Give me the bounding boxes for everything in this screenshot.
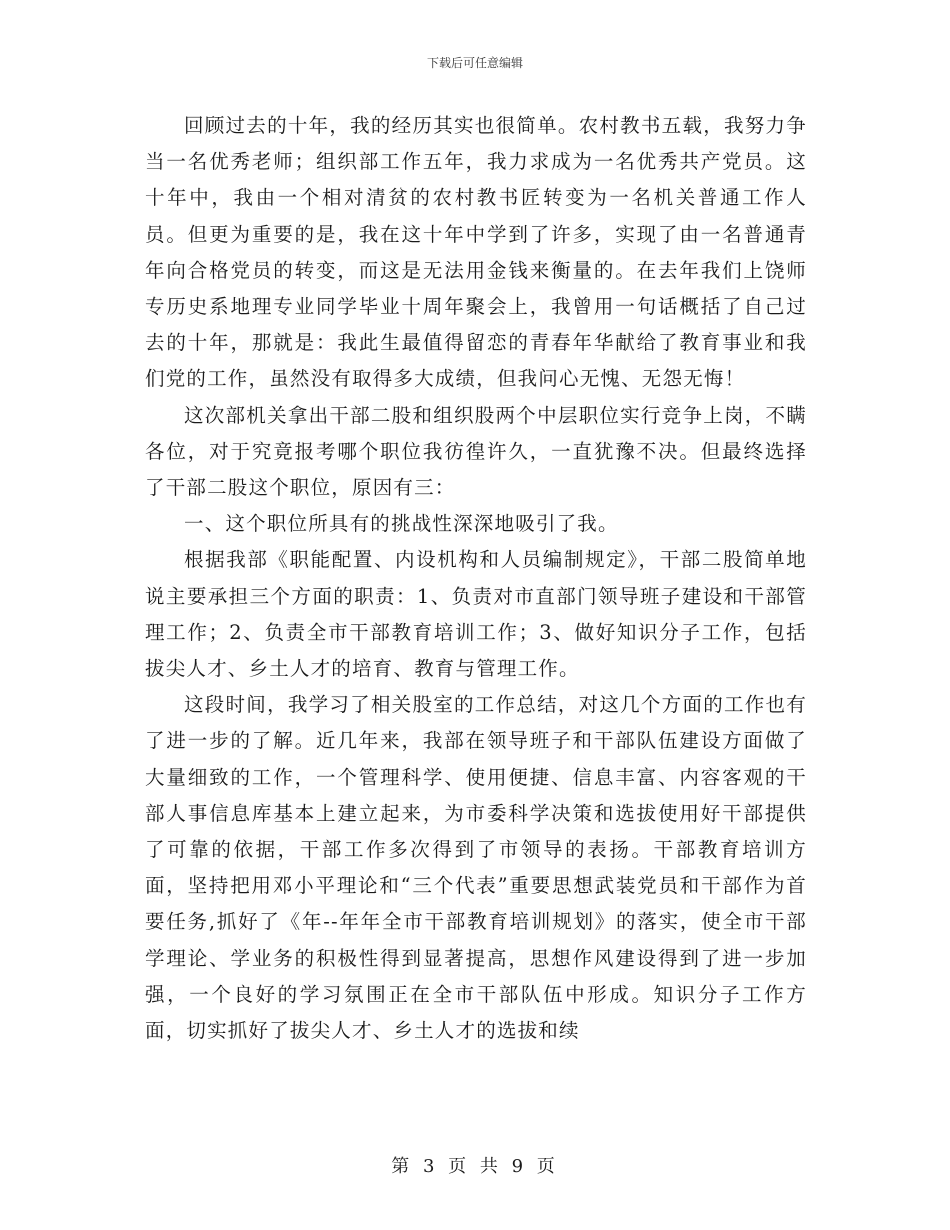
paragraph-review: 回顾过去的十年，我的经历其实也很简单。农村教书五载，我努力争当一名优秀老师；组织部工作五年，我力求成为一名优秀共产党员。这十年中，我由一个相对清贫的农村教书匠转变为一名机关普通工作人员。但更为重要的是，我在这十年中学到了许多，实现了由一名普通青年向合格党员的转变，而这是无法用金钱来衡量的。在去年我们上饶师专历史系地理专业同学毕业十周年聚会上，我曾用一句话概括了自己过去的十年，那就是：我此生最值得留恋的青春年华献给了教育事业和我们党的工作，虽然没有取得多大成绩，但我问心无愧、无怨无悔！: [145, 114, 807, 391]
page-number: 第 3 页 共 9 页: [391, 1156, 559, 1177]
header-note: 下载后可任意编辑: [426, 56, 523, 70]
paragraph-duties: 根据我部《职能配置、内设机构和人员编制规定》，干部二股简单地说主要承担三个方面的职责：1、负责对市直部门领导班子建设和干部管理工作；2、负责全市干部教育培训工作；3、做好知识分子工作，包括拔尖人才、乡土人才的培育、教育与管理工作。: [145, 548, 807, 681]
document-body: [145, 108, 807, 1049]
paragraph-choice: 这次部机关拿出干部二股和组织股两个中层职位实行竞争上岗，不瞒各位，对于究竟报考哪个职位我彷徨许久，一直犹豫不决。但最终选择了干部二股这个职位，原因有三：: [145, 403, 807, 500]
paragraph-reason-one: 一、这个职位所具有的挑战性深深地吸引了我。: [184, 512, 619, 536]
paragraph-work-summary: 这段时间，我学习了相关股室的工作总结，对这几个方面的工作也有了进一步的了解。近几年来，我部在领导班子和干部队伍建设方面做了大量细致的工作，一个管理科学、使用便捷、信息丰富、内容客观的干部人事信息库基本上建立起来，为市委科学决策和选拔使用好干部提供了可靠的依据，干部工作多次得到了市领导的表扬。干部教育培训方面，坚持把用邓小平理论和“三个代表”重要思想武装党员和干部作为首要任务,抓好了《年--年年全市干部教育培训规划》的落实，使全市干部学理论、学业务的积极性得到显著提高，思想作风建设得到了进一步加强，一个良好的学习氛围正在全市干部队伍中形成。知识分子工作方面，切实抓好了拔尖人才、乡土人才的选拔和续: [145, 693, 807, 1043]
